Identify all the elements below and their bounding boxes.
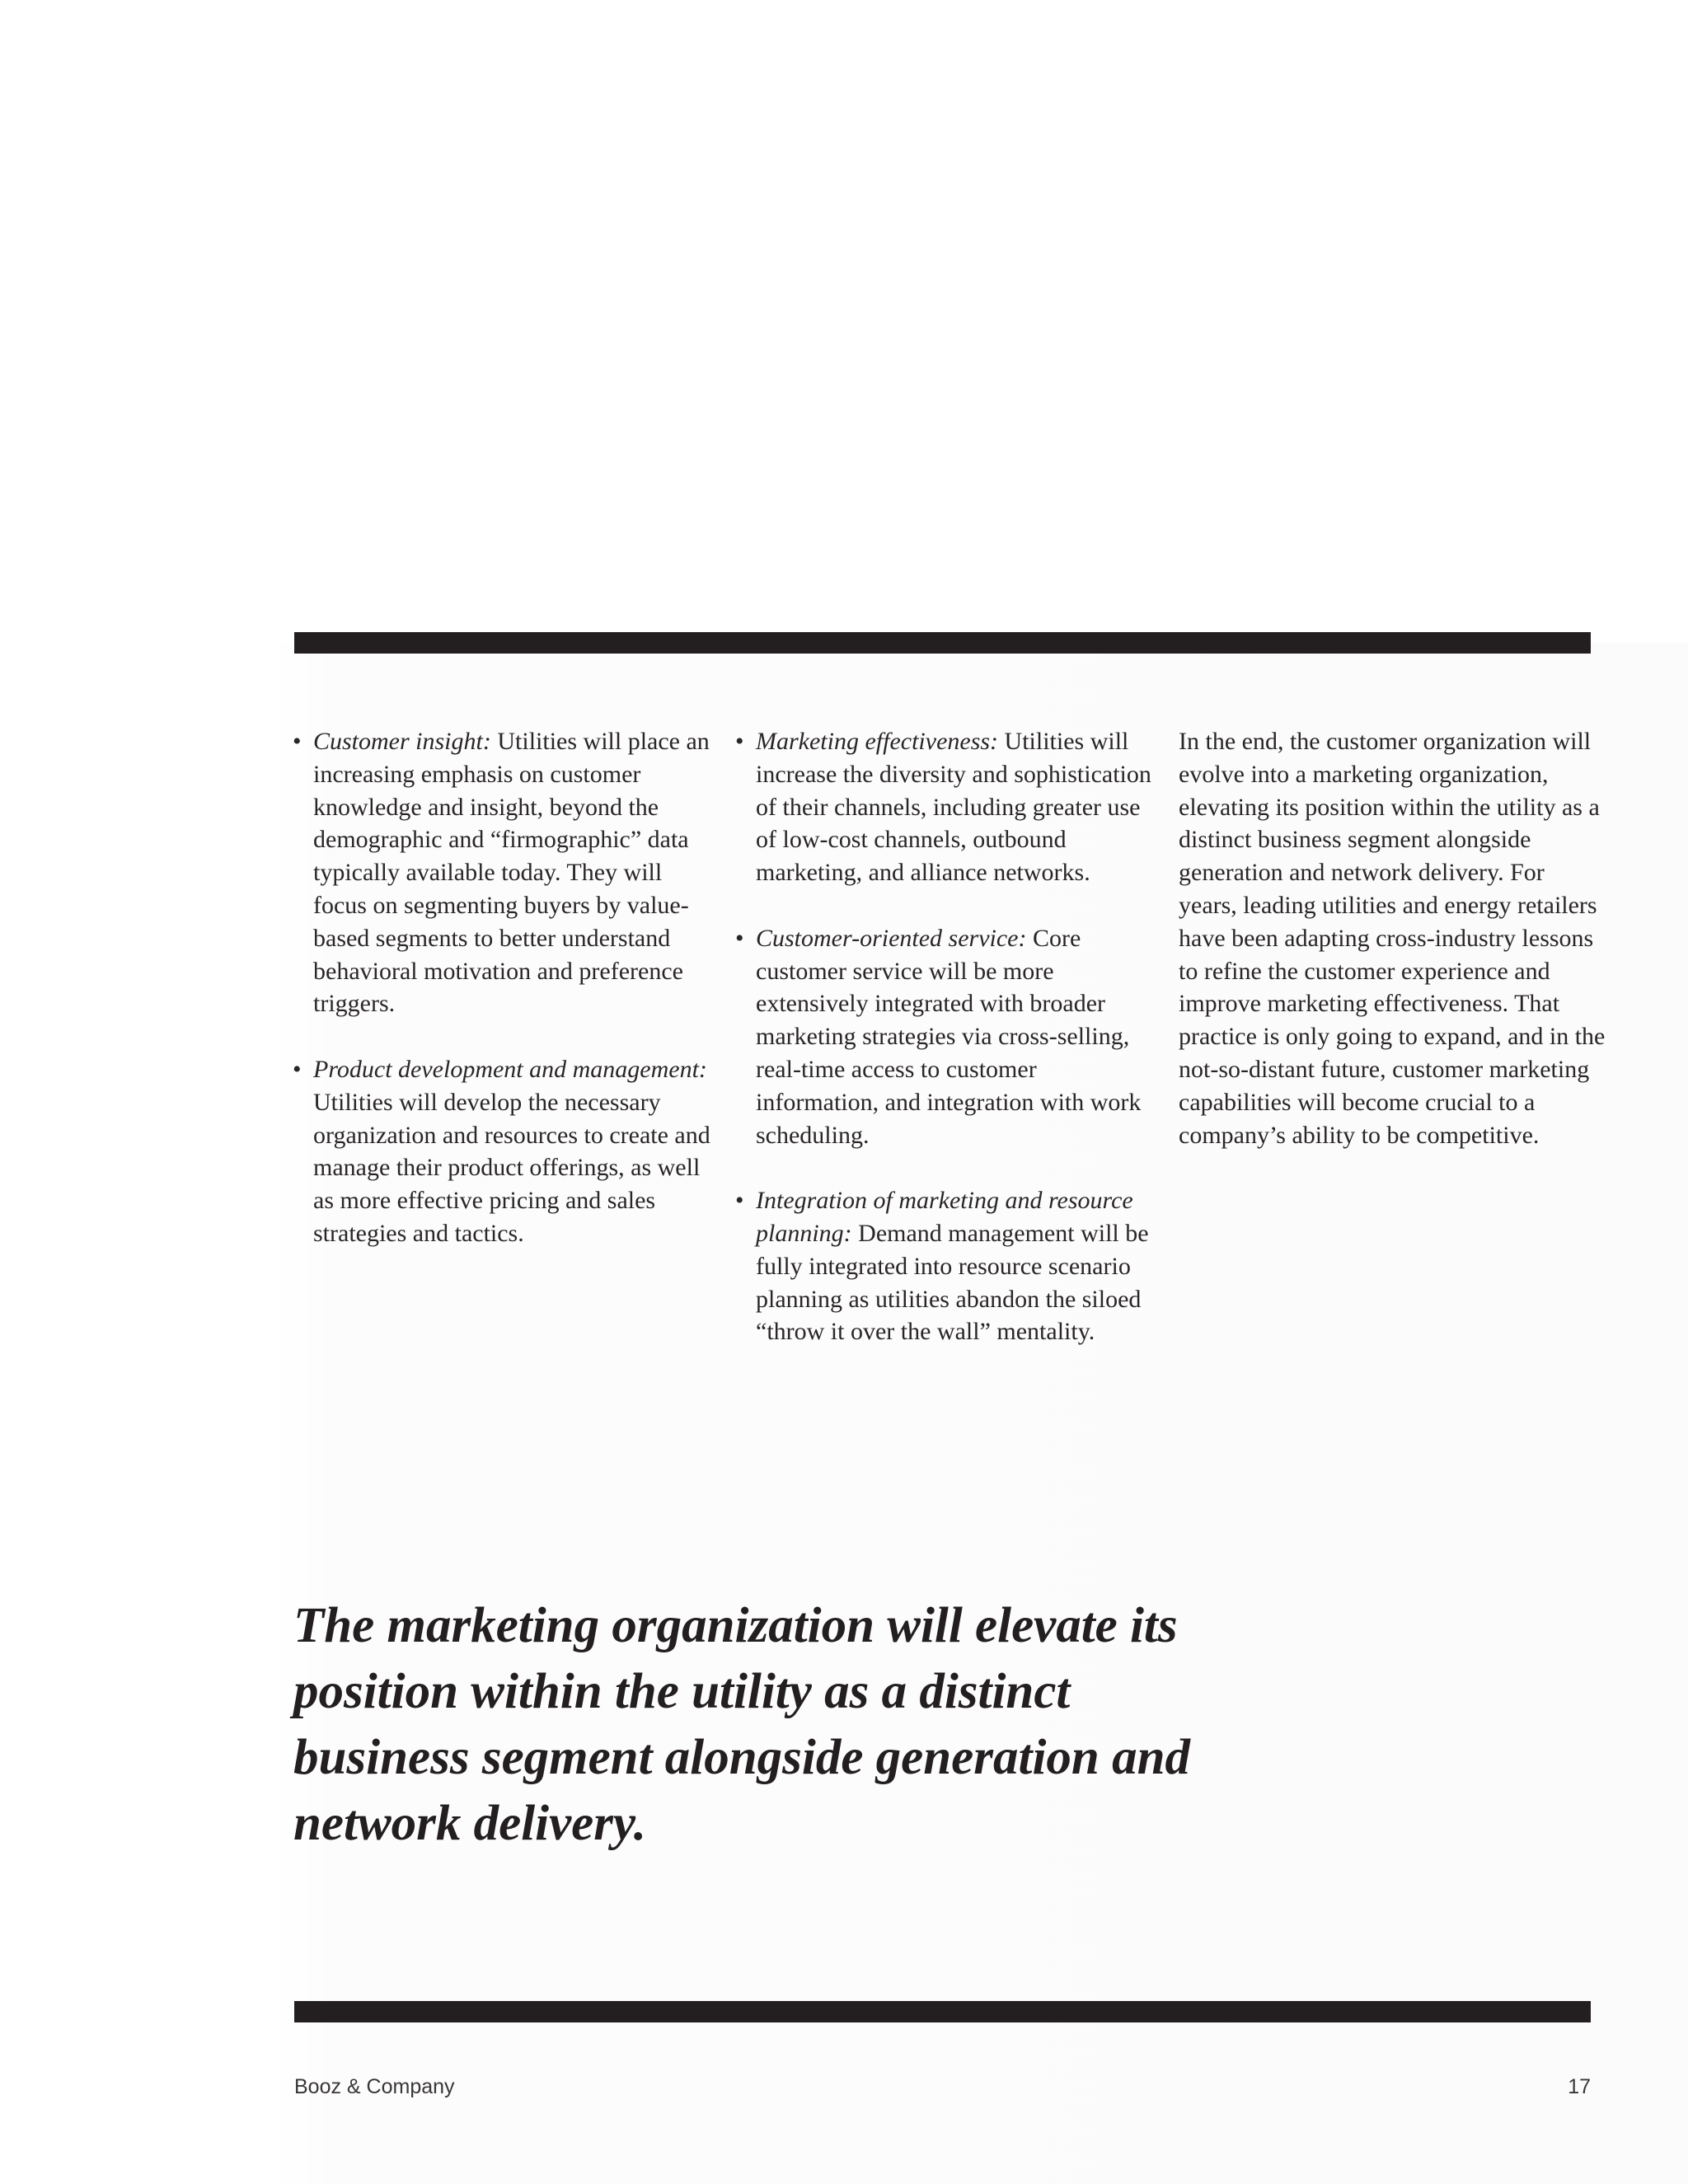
bullet-text: Core customer service will be more extensively integrated with broader marketing strategies via cross-selling, real-time access to customer information, and integration with work scheduling. <box>756 924 1142 1149</box>
page-number: 17 <box>1568 2075 1591 2098</box>
bullet-dot: • <box>735 1187 744 1215</box>
bullet-product-development <box>293 1053 721 1250</box>
closing-paragraph: In the end, the customer organization will evolve into a marketing organization, elevating its position within the utility as a distinct business segment alongside generation and network delivery. For years, leading utilities and energy retailers have been adapting cross-industry lessons to refine the customer experience and improve marketing effectiveness. That practice is only going to expand, and in the not-so-distant future, customer marketing capabilities will become crucial to a company’s ability to be competitive. <box>1179 728 1606 1149</box>
bullet-customer-insight <box>293 725 721 1020</box>
top-blank-area <box>0 0 1688 643</box>
column-3 <box>1179 725 1607 1151</box>
bullet-term: Customer-oriented service: <box>756 924 1027 952</box>
bullet-dot: • <box>735 924 744 952</box>
top-rule <box>294 632 1591 654</box>
bullet-term: Marketing effectiveness: <box>756 728 999 755</box>
footer-publisher: Booz & Company <box>294 2075 455 2098</box>
bullet-dot: • <box>293 728 302 755</box>
column-2 <box>735 725 1164 1381</box>
bottom-rule <box>294 2001 1591 2022</box>
bullet-term: Integration of marketing and resource planning: <box>756 1187 1133 1247</box>
column-1 <box>293 725 721 1283</box>
bullet-marketing-effectiveness <box>735 725 1164 889</box>
bullet-dot: • <box>735 728 744 755</box>
bullet-customer-oriented-service <box>735 922 1164 1152</box>
bullet-text: Utilities will place an increasing emphasis on customer knowledge and insight, beyond the demographic and “firmographic” data typically available today. They will focus on segmenting buyers by value-based segments to better understand behavioral motivation and preference triggers. <box>313 728 710 1018</box>
bullet-text: Utilities will increase the diversity and sophistication of their channels, including greater use of low-cost channels, outbound marketing, and alliance networks. <box>756 728 1151 887</box>
bullet-text: Demand management will be fully integrated into resource scenario planning as utilities abandon the siloed “throw it over the wall” mentality. <box>756 1219 1149 1346</box>
bullet-term: Customer insight: <box>313 728 491 755</box>
bullet-text: Utilities will develop the necessary organization and resources to create and manage their product offerings, as well as more effective pricing and sales strategies and tactics. <box>313 1088 710 1247</box>
pull-quote: The marketing organization will elevate its position within the utility as a distinct business segment alongside generation and network delivery. <box>293 1598 1190 1851</box>
bullet-integration-resource-planning <box>735 1184 1164 1348</box>
bullet-dot: • <box>293 1055 302 1083</box>
bullet-term: Product development and management: <box>313 1055 707 1083</box>
